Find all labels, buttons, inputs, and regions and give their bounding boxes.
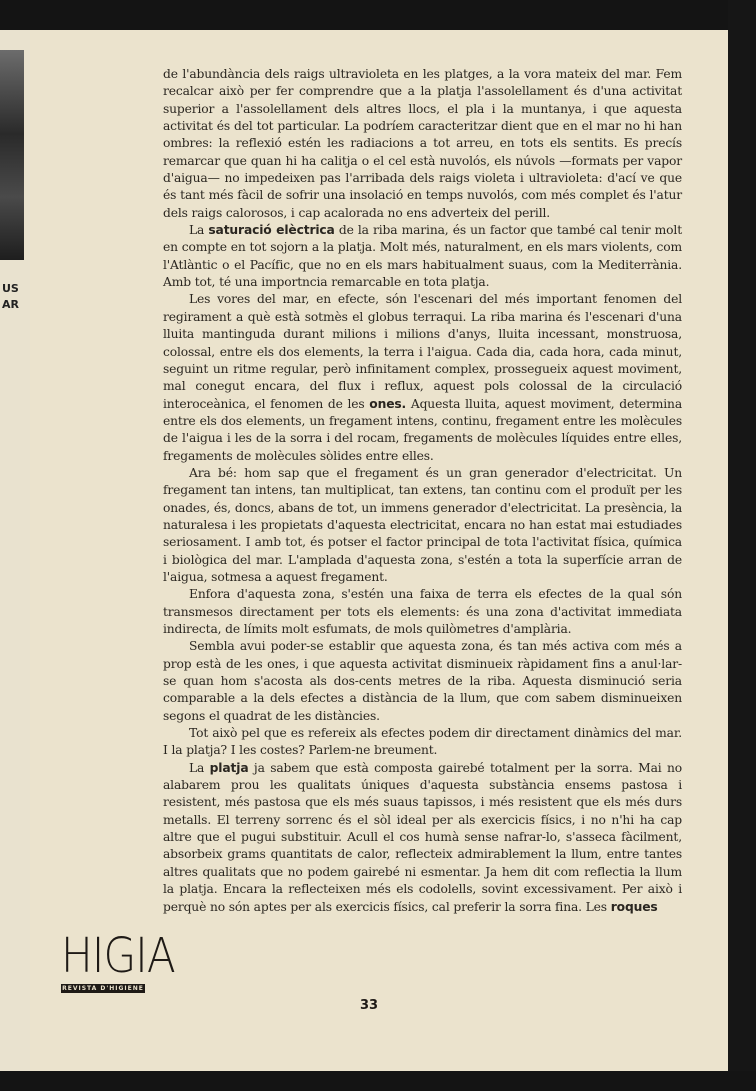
paragraph-text: Aquesta lluita, aquest moviment, determina entre els dos elements, un fregament intens, continu, fregament entre les molècules de l'aigua i les de la sorra i del rocam, fregaments de molècules líquides entre elles, fregaments de molècules sòlides entre elles. — [163, 396, 682, 463]
paragraph — [163, 222, 682, 291]
paragraph-text: Tot això pel que es refereix als efectes podem dir directament dinàmics del mar. I la platja? I les costes? Parlem-ne breument. — [163, 726, 682, 758]
paragraph-text: Sembla avui poder-se establir que aquesta zona, és tan més activa com més a prop està de les ones, i que aquesta activitat disminueix ràpidament fins a anul·lar-se quan hom s'acosta als dos-cents metres de la riba. Aquesta disminució seria comparable a la dels efectes a distància de la llum, que com sabem disminueixen segons el quadrat de les distàncies. — [163, 639, 682, 723]
scan-border-top — [0, 0, 756, 30]
adjacent-page-fragment: US — [2, 282, 19, 295]
paragraph — [163, 465, 682, 586]
logo-subtitle: REVISTA D'HIGIENE — [62, 985, 144, 992]
adjacent-page-photo — [0, 50, 24, 260]
paragraph — [163, 725, 682, 760]
higia-logo — [61, 928, 175, 993]
emphasis-term: ones. — [369, 396, 407, 411]
paragraph-text: La — [189, 760, 210, 775]
paragraph-text: Enfora d'aquesta zona, s'estén una faixa de terra els efectes de la qual són transmesos directament per tots els elements: és una zona d'activitat immediata indirecta, de límits molt esfumats, de mols quilòmetres d'amplària. — [163, 587, 682, 636]
magazine-page — [30, 30, 728, 1071]
scan-border-bottom — [0, 1071, 756, 1091]
paragraph-text: de la riba marina, és un factor que també cal tenir molt en compte en tot sojorn a la platja. Molt més, naturalment, en els mars violents, com l'Atlàntic o el Pacífic, que no en els mars habitualment suaus, com la Mediterrània. Amb tot, té una importncia remarcable en tota platja. — [163, 223, 682, 290]
paragraph-text: ja sabem que està composta gairebé totalment per la sorra. Mai no alabarem prou les qualitats úniques d'aquesta substància ensems pastosa i resistent, més pastosa que els més suaus tapissos, i més resistent que els més durs metalls. El terreny sorrenc és el sòl ideal per als exercicis físics, i no n'hi ha cap altre que el pugui substituir. Acull el cos humà sense nafrar-lo, s'asseca fàcilment, absorbeix grams quantitats de calor, reflecteix admirablement la llum, entre tantes altres qualitats que no podem gairebé ni esmentar. Ja hem dit com reflectia la llum la platja. Encara la reflecteixen més els codolells, sovint excessivament. Per això i perquè no són aptes per als exercicis físics, cal preferir la sorra fina. Les — [163, 760, 683, 914]
emphasis-term: roques — [610, 899, 658, 914]
paragraph-text: Ara bé: hom sap que el fregament és un gran generador d'electricitat. Un fregament tan intens, tan multiplicat, tan extens, tan continu com el produït per les onades, és, doncs, abans de tot, un immens generador d'electricitat. La presència, la naturalesa i les propietats d'aquesta electricitat, encara no han estat mai estudiades seriosament. I amb tot, és potser el factor principal de tota l'activitat física, química i biològica del mar. L'amplada d'aquesta zona, s'estén a tota la superfície arran de l'aigua, sotmesa a aquest fregament. — [163, 465, 682, 584]
adjacent-page-fragment: AR — [2, 298, 19, 311]
emphasis-term: platja — [209, 760, 249, 775]
page-number: 33 — [360, 998, 379, 1013]
paragraph — [163, 638, 682, 725]
adjacent-page-edge — [0, 30, 30, 1075]
paragraph — [163, 586, 682, 638]
logo-wordmark: HIGIA — [61, 928, 175, 984]
paragraph-text: La — [189, 223, 209, 238]
paragraph-text: Les vores del mar, en efecte, són l'escenari del més important fenomen del regirament a què està sotmès el globus terraqui. La riba marina és l'escenari d'una lluita mantinguda durant milions i milions d'anys, lluita incessant, monstruosa, colossal, entre els dos elements, la terra i l'aigua. Cada dia, cada hora, cada minut, seguint un ritme regular, però infinitament complex, prossegueix aquest moviment, mal conegut encara, del flux i reflux, aquest pols colossal de la circulació interoceànica, el fenomen de les — [163, 292, 682, 411]
emphasis-term: saturació elèctrica — [208, 223, 335, 238]
article-body — [163, 66, 682, 916]
paragraph — [163, 760, 682, 916]
paragraph — [163, 66, 682, 222]
paragraph-text: de l'abundància dels raigs ultravioleta en les platges, a la vora mateix del mar. Fem recalcar això per fer comprendre que a la platja l'assolellament és d'una activitat superior a l'assolellament dels altres llocs, el pla i la muntanya, i que aquesta activitat és del tot particular. La podríem caracteritzar dient que en el mar no hi han ombres: la reflexió estén les radiacions a tot arreu, en tots els sentits. Es precís remarcar que quan hi ha calitja o el cel està nuvolós, els núvols —formats per vapor d'aigua— no impedeixen pas l'arribada dels raigs violeta i ultravioleta: d'ací ve que és tant més fàcil de sofrir una insolació en temps nuvolós, com més complet és l'atur dels raigs calorosos, i cap acalorada no ens adverteix del perill. — [163, 67, 682, 220]
paragraph — [163, 291, 682, 464]
scan-border-right — [728, 0, 756, 1091]
